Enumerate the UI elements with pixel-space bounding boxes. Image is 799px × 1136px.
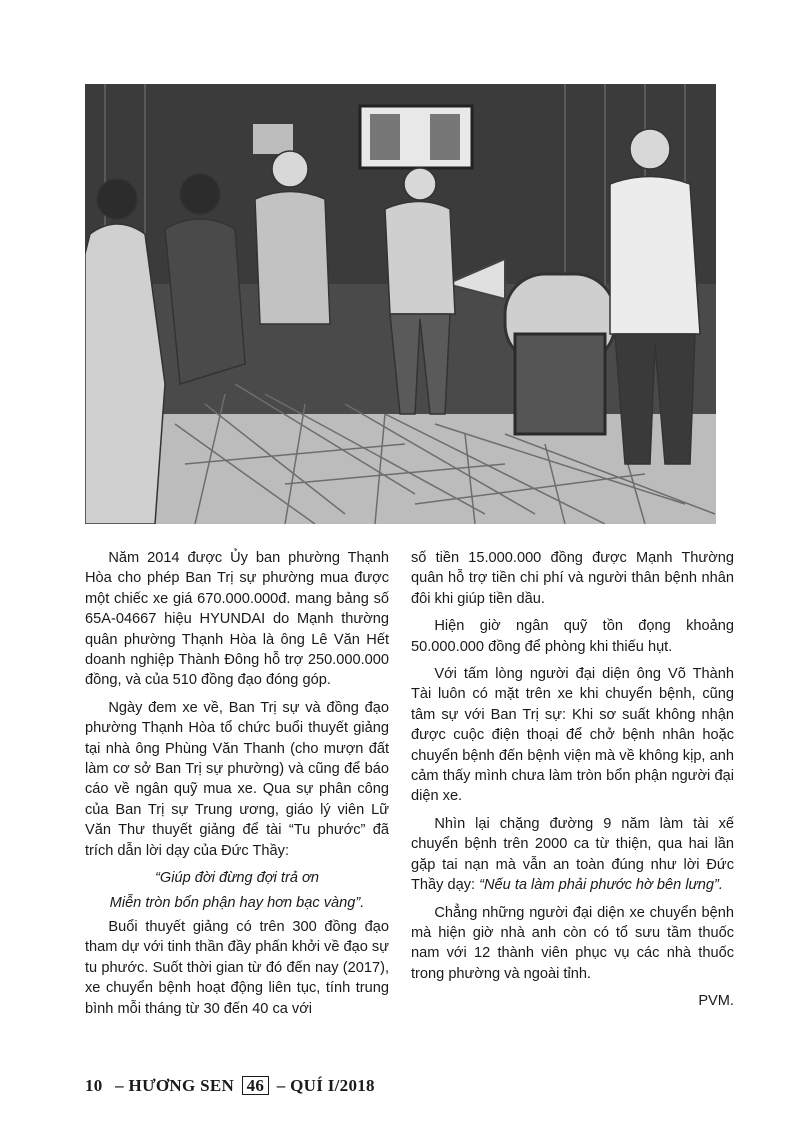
quote-inline: “Nếu ta làm phải phước hờ bên lưng”. (479, 877, 723, 894)
paragraph: Năm 2014 được Ủy ban phường Thạnh Hòa cho phép Ban Trị sự phường mua được một chiếc xe giá 670.000.000đ. mang bảng số 65A-04667 hiệu HYUNDAI do Mạnh thường quân phường Thạnh Hòa là ông Lê Văn Hết doanh nghiệp Thành Đông hỗ trợ 250.000.000 đồng, và của 510 đồng đạo đóng góp. (85, 550, 389, 689)
article-photo (85, 84, 716, 524)
paragraph-text: Nhìn lại chặng đường 9 năm làm tài xế chuyển bệnh trên 2000 ca từ thiện, qua hai lần gặp tai nạn mà vẫn an toàn đúng như lời Đức Thầy dạy: (411, 815, 734, 894)
quote-line: “Giúp đời đừng đợi trả ơn (155, 870, 319, 887)
magazine-name: HƯƠNG SEN (128, 1076, 235, 1095)
paragraph (411, 814, 734, 896)
author-signature: PVM. (698, 993, 734, 1010)
footer-dash: – (115, 1076, 124, 1095)
paragraph: Ngày đem xe về, Ban Trị sự và đồng đạo phường Thạnh Hòa tổ chức buổi thuyết giảng tại nhà ông Phùng Văn Thanh (cho mượn đất làm cơ sở Ban Trị sự phường) và cũng để báo cáo về ngân quỹ mua xe. Qua sự phân công của Ban Trị sự Trung ương, giáo lý viên Lữ Văn Thư thuyết giảng để tài “Tu phước” đã trích dẫn lời dạy của Đức Thầy: (85, 699, 389, 859)
issue-period: QUÍ I/2018 (290, 1076, 375, 1095)
quote-line: Miễn tròn bổn phận hay hơn bạc vàng”. (109, 894, 365, 911)
photo-illustration (85, 84, 716, 524)
page-footer (85, 1076, 375, 1096)
footer-dash: – (276, 1076, 286, 1095)
paragraph: Buổi thuyết giảng có trên 300 đồng đạo tham dự với tinh thần đầy phấn khởi về đạo sự tu phước. Suốt thời gian từ đó đến nay (2017), xe chuyển bệnh hoạt động liên tục, tính trung bình mỗi tháng từ 30 đến 40 ca với (85, 918, 389, 1017)
paragraph: Chẳng những người đại diện xe chuyển bệnh mà hiện giờ nhà anh còn có tổ sưu tầm thuốc nam với 12 thành viên phục vụ các nhà thuốc trong phường và ngoài tỉnh. (411, 904, 734, 982)
page-number: 10 (85, 1076, 103, 1095)
paragraph: Với tấm lòng người đại diện ông Võ Thành Tài luôn có mặt trên xe khi chuyển bệnh, cũng tâm sự với Ban Trị sự: Khi sơ suất không nhận được cuộc điện thoại để chở bệnh nhân hoặc chuyển bệnh đến bệnh viện mà về không kịp, anh cảm thấy mình chưa làm tròn bổn phận người đại diện xe. (411, 666, 734, 805)
article-column-left (85, 548, 389, 1026)
paragraph: số tiền 15.000.000 đồng được Mạnh Thường quân hỗ trợ tiền chi phí và người thân bệnh nhân đôi khi giúp tiền dầu. (411, 550, 734, 607)
paragraph: Hiện giờ ngân quỹ tồn đọng khoảng 50.000.000 đồng để phòng khi thiếu hụt. (411, 618, 734, 655)
issue-number: 46 (242, 1076, 270, 1095)
article-column-right (411, 548, 734, 1019)
